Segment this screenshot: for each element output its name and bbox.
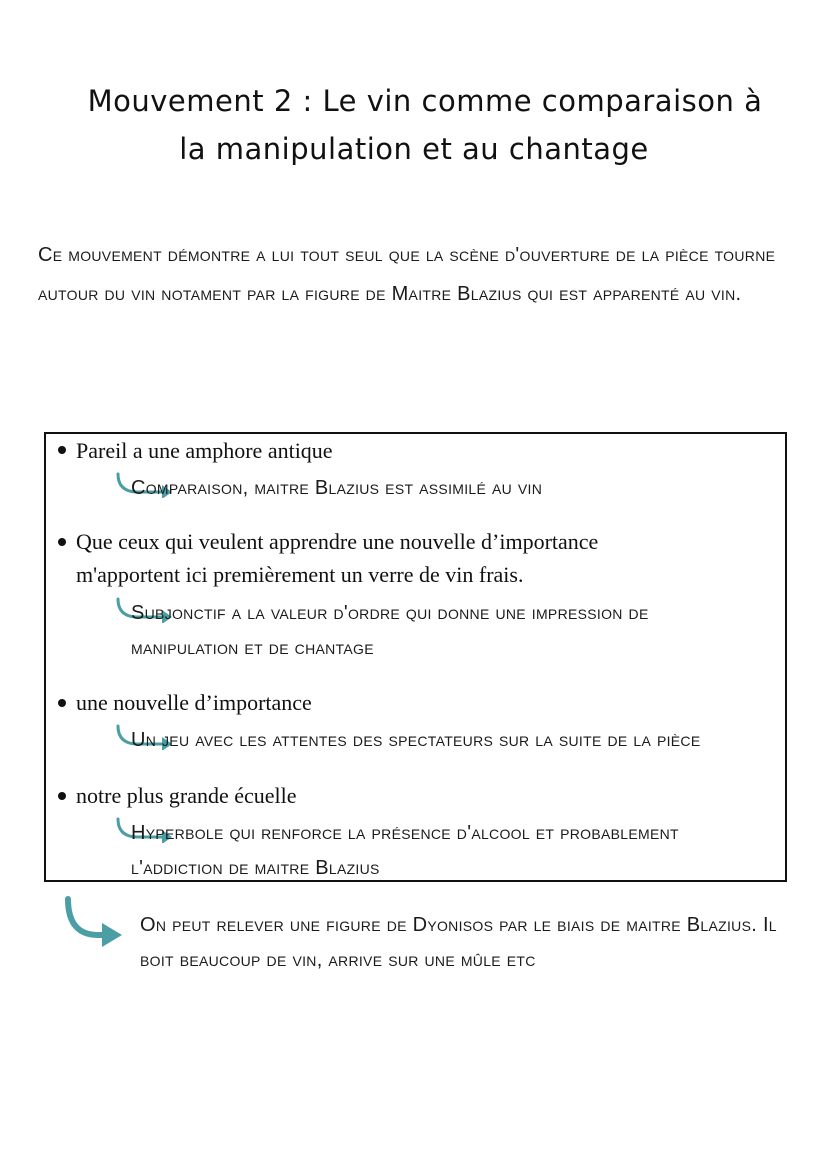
page-title-line-1: Mouvement 2 : Le vin comme comparaison à xyxy=(87,84,763,118)
bullet-icon xyxy=(58,699,66,707)
page-title-line-2: la manipulation et au chantage xyxy=(179,132,649,166)
conclusion-paragraph: On peut relever une figure de Dyonisos par le biais de maitre Blazius. Il boit beaucoup de vin, arrive sur une mûle etc xyxy=(140,914,777,971)
analysis-2: Subjonctif a la valeur d'ordre qui donne une impression de manipulation et de chantage xyxy=(131,602,649,659)
quote-4: notre plus grande écuelle xyxy=(76,783,297,808)
quotes-box xyxy=(44,432,787,882)
large-arrow-icon xyxy=(62,895,126,951)
quote-1: Pareil a une amphore antique xyxy=(76,438,333,463)
analysis-4: Hyperbole qui renforce la présence d'alcool et probablement l'addiction de maitre Blazius xyxy=(131,822,679,879)
intro-paragraph: Ce mouvement démontre a lui tout seul que la scène d'ouverture de la pièce tourne autour du vin notament par la figure de Maitre Blazius qui est apparenté au vin. xyxy=(38,244,776,305)
bullet-icon xyxy=(58,538,66,546)
bullet-icon xyxy=(58,792,66,800)
quote-3: une nouvelle d’importance xyxy=(76,690,312,715)
analysis-3: Un jeu avec les attentes des spectateurs sur la suite de la pièce xyxy=(131,729,701,751)
quote-2: Que ceux qui veulent apprendre une nouvelle d’importance m'apportent ici premièrement un verre de vin frais. xyxy=(76,529,599,587)
analysis-1: Comparaison, maitre Blazius est assimilé au vin xyxy=(131,477,543,499)
bullet-icon xyxy=(58,446,66,454)
